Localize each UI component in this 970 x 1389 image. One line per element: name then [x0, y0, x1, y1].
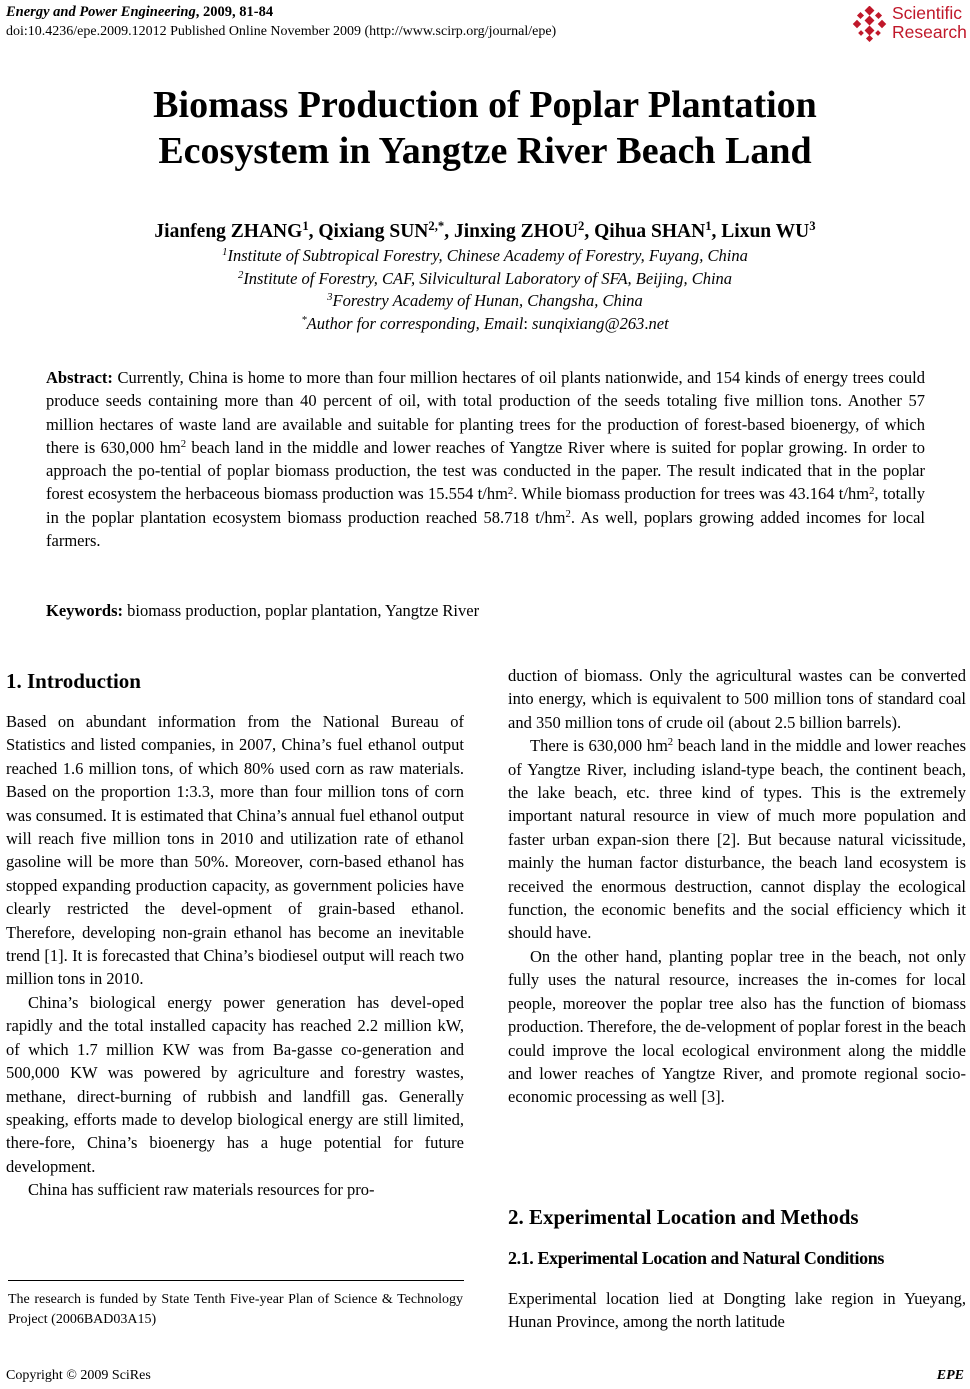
- author-list: Jianfeng ZHANG$^1$, Qixiang $SUN^{2,*}$, Jinxing ZHOU$^2$, Qihua SHAN$^1$, Lixun $WU^3$: [154, 219, 816, 242]
- author-name: Jianfeng ZHANG: [154, 221, 303, 242]
- doi-line: doi:10.4236/epe.2009.12012 Published Online November 2009 (http://www.scirp.org/journal/epe): [6, 24, 557, 39]
- logo-line-2: Research: [892, 22, 967, 42]
- email-link[interactable]: sunqixiang@263: [532, 313, 645, 333]
- affiliation-list: [0, 245, 970, 335]
- section-heading-introduction: 1. Introduction: [6, 669, 141, 693]
- affiliation: $^1$Institute of Subtropical Forestry, Chinese Academy of Forestry, Fuyang, China: [222, 246, 748, 265]
- footnote-divider: [8, 1280, 464, 1281]
- author-sup: 2,*: [428, 219, 445, 234]
- paragraph: There is 630,000 $hm^2$ beach land in the middle and lower reaches of Yangtze River, including island-type beach, the continent beach, the lake beach, etc. three kind of types. This is the extremely important natural resource in view of much more population and faster urban expan-sion there [2]. But because natural vicissitude, mainly the human factor disturbance, the beach land ecosystem is received the enormous destruction, cannot display the ecological function, the economic benefits and the social efficiency which it should have.: [508, 736, 966, 943]
- author-name: Qixiang SUN: [318, 221, 429, 242]
- keywords: [46, 599, 925, 622]
- paragraph: Experimental location lied at Dongting lake region in Yueyang, Hunan Province, among the north latitude: [508, 1289, 966, 1332]
- paragraph: China has sufficient raw materials resources for pro-: [28, 1180, 375, 1200]
- footnote: The research is funded by State Tenth Five-year Plan of Science & Technology Project (2006BAD03A15): [8, 1292, 463, 1327]
- affiliation: $^3$Forestry Academy of Hunan, Changsha, China: [327, 291, 643, 310]
- paragraph: Based on abundant information from the National Bureau of Statistics and listed companies, in 2007, China’s fuel ethanol output reached 1.6 million tons, of which 80% used corn as raw materials. Based on the proportion 1:3.3, more than four million tons of corn was consumed. It is estimated that China’s annual fuel ethanol output will reach five million tons in 2010 and utilization rate of ethanol gasoline will be more than 50%. Moreover, corn-based ethanol has stopped expanding production capacity, as government policies have clearly restricted the devel-opment of grain-based ethanol. Therefore, developing non-grain ethanol has become an inevitable trend [1]. It is forecasted that China’s biodiesel output will reach two million tons in 2010.: [6, 712, 464, 989]
- keywords-text: biomass production, poplar plantation, Yangtze River: [123, 601, 480, 620]
- abstract: Abstract: Currently, China is home to more than four million hectares of oil plants nationwide, and 154 kinds of energy trees could produce seeds containing more than 40 percent of oil, with total production of the seeds totaling five million tons. Another 57 million hectares of waste land are available and suitable for planting trees for the production of forest-based bioenergy, of which there is 630,000 $hm^2$ beach land in the middle and lower reaches of Yangtze River where is suited for poplar growing. In order to approach the po-tential of poplar biomass production, the test was conducted in the paper. The result indicated that in the poplar forest ecosystem the herbaceous biomass production was 15.554 $t/hm^2$. While biomass production for trees was 43.164 $t/hm^2$, totally in the poplar plantation ecosystem biomass production reached 58.718 $t/hm^2$. As well, poplars growing added incomes for local farmers.: [46, 368, 926, 551]
- title-line-2: Ecosystem in Yangtze River Beach Land: [158, 130, 812, 172]
- author-name: Lixun WU: [721, 221, 810, 242]
- right-column-continued: [508, 1287, 966, 1334]
- scientific-research-logo-mark-icon: [852, 6, 888, 42]
- title-line-1: Biomass Production of Poplar Plantation: [153, 84, 817, 126]
- publisher-logo: [852, 3, 970, 45]
- abstract-label: Abstract:: [46, 368, 113, 387]
- copyright: Copyright © 2009 SciRes: [6, 1368, 151, 1383]
- paragraph: duction of biomass. Only the agricultural wastes can be converted into energy, which is equivalent to 500 million tons of standard coal and 350 million tons of crude oil (about 2.5 billion barrels).: [508, 666, 966, 732]
- journal-citation: [6, 2, 273, 22]
- author-sup: 1: [705, 219, 712, 234]
- author-name: Jinxing ZHOU: [453, 221, 579, 242]
- journal-abbreviation: EPE: [936, 1368, 964, 1383]
- logo-wordmark: [892, 4, 967, 42]
- journal-issue: , 2009, 81-84: [195, 4, 274, 20]
- paragraph: On the other hand, planting poplar tree in the beach, not only fully uses the natural resource, increases the in-comes for local people, moreover the poplar tree also has the function of biomass production. Therefore, the de-velopment of poplar forest in the beach could improve the local ecological environment along the middle and lower reaches of Yangtze River, and promote regional socio-economic processing as well [3].: [508, 946, 966, 1107]
- logo-line-1: Scientific: [892, 3, 963, 23]
- author-sup: 3: [809, 219, 816, 234]
- affiliation: $^2$Institute of Forestry, CAF, Silvicultural Laboratory of SFA, Beijing, China: [237, 268, 733, 288]
- section-heading-methods: 2. Experimental Location and Methods: [508, 1205, 859, 1229]
- subsection-heading-location: 2.1. Experimental Location and Natural Conditions: [508, 1248, 884, 1268]
- author-sup: 2: [578, 219, 585, 234]
- journal-name: Energy and Power Engineering: [6, 4, 196, 20]
- paper-title: [0, 82, 970, 174]
- corresponding-author: *Author for corresponding, Email: sunqixiang@263.net: [301, 313, 669, 333]
- paragraph: China’s biological energy power generation has devel-oped rapidly and the total installed capacity has reached 2.2 million kW, of which 1.7 million KW was from Ba-gasse co-generation and 500,000 KW was powered by agriculture and forestry wastes, methane, direct-burning of rubbish and landfill gas. Generally speaking, efforts made to develop biological energy are still limited, there-fore, China’s bioenergy has a huge potential for future development.: [6, 992, 464, 1176]
- keywords-label: Keywords:: [46, 601, 123, 620]
- right-column: [508, 664, 966, 1109]
- author-name: Qihua SHAN: [594, 221, 706, 242]
- author-sup: 1: [302, 219, 309, 234]
- left-column: [6, 710, 464, 1202]
